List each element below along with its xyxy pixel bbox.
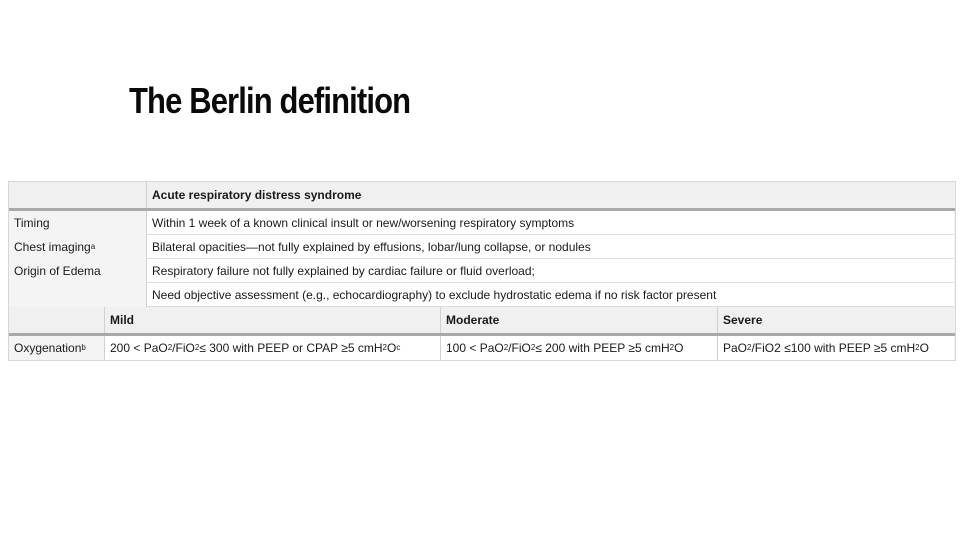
slide-title: The Berlin definition: [129, 80, 411, 121]
severity-mild-header: Mild: [104, 307, 440, 333]
row-text: Within 1 week of a known clinical insult or new/worsening respiratory symptoms: [146, 211, 954, 235]
row-text: Respiratory failure not fully explained by cardiac failure or fluid overload;: [146, 259, 954, 283]
severity-moderate-header: Moderate: [440, 307, 717, 333]
oxygenation-label: Oxygenation b: [9, 336, 104, 360]
row-label: Chest imaging a: [14, 240, 96, 254]
table-row: [9, 235, 955, 259]
header-label-cell: [9, 182, 146, 208]
severity-header-row: [9, 307, 955, 333]
table-header-row: [9, 182, 955, 208]
severity-severe-header: Severe: [717, 307, 954, 333]
row-label: Origin of Edema: [14, 264, 101, 278]
row-label: [9, 283, 146, 307]
row-text: Need objective assessment (e.g., echocardiography) to exclude hydrostatic edema if no risk factor present: [146, 283, 954, 307]
oxygenation-mild: 200 < PaO 2 /FiO 2 ≤ 300 with PEEP or CPAP ≥5 cmH 2 O c: [104, 336, 440, 360]
oxygenation-row: [9, 336, 955, 360]
row-label: Timing: [14, 216, 50, 230]
table-row: [9, 211, 955, 235]
oxygenation-severe: PaO 2 /FiO2 ≤100 with PEEP ≥5 cmH 2 O: [717, 336, 954, 360]
header-title-cell: Acute respiratory distress syndrome: [146, 182, 954, 208]
severity-header-label: [9, 307, 104, 333]
row-text: Bilateral opacities—not fully explained by effusions, lobar/lung collapse, or nodules: [146, 235, 954, 259]
berlin-definition-table: [8, 181, 956, 361]
table-row: [9, 283, 955, 307]
table-row: [9, 259, 955, 283]
oxygenation-moderate: 100 < PaO 2 /FiO 2 ≤ 200 with PEEP ≥5 cmH 2 O: [440, 336, 717, 360]
